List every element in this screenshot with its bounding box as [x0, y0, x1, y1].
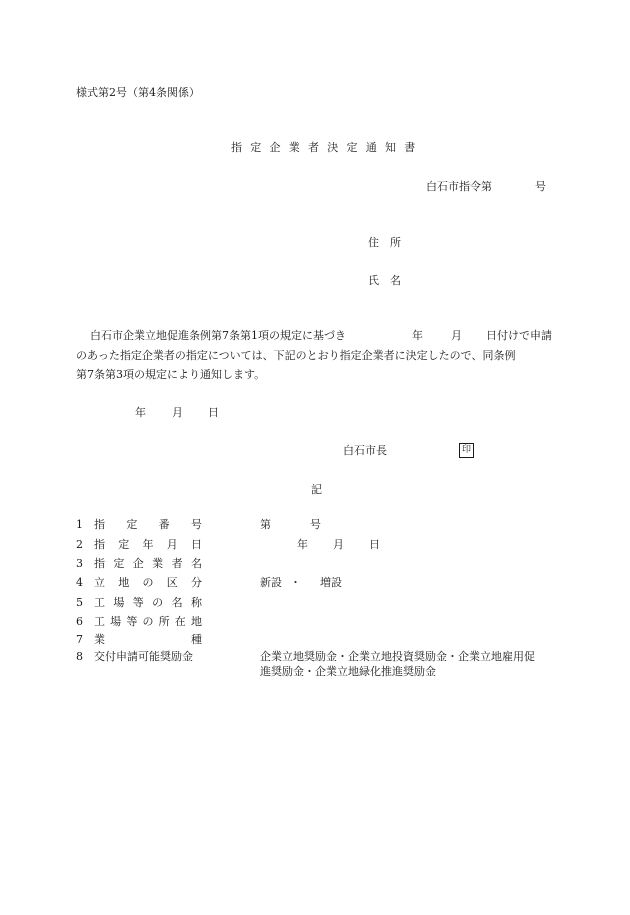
- item-label: [94, 558, 202, 572]
- item-label-char: 年: [142, 538, 154, 551]
- item-value-line: 企業立地奨励金・企業立地投資奨励金・企業立地雇用促: [260, 650, 535, 663]
- item-label-char: 立: [94, 576, 105, 589]
- item-number: 6: [76, 615, 83, 628]
- item-number: 5: [76, 596, 83, 609]
- item-number: 3: [76, 557, 83, 570]
- item-label-char: 地: [118, 576, 130, 589]
- item-label-char: 名: [171, 596, 183, 609]
- item-label-char: 指: [94, 518, 105, 531]
- item-label-char: 者: [171, 557, 183, 570]
- item-label-char: 業: [94, 633, 105, 646]
- form-number: 様式第2号（第4条関係）: [76, 86, 200, 99]
- item-label-char: 定: [126, 518, 138, 531]
- body-line-3: 第7条第3項の規定により通知します。: [76, 368, 266, 381]
- document-title: 指定企業者決定通知書: [231, 141, 424, 154]
- item-label: [94, 577, 202, 591]
- date-day: 日: [208, 406, 219, 419]
- body-line-2: のあった指定企業者の指定については、下記のとおり指定企業者に決定したので、同条例: [76, 349, 516, 362]
- item-label-char: 分: [191, 576, 202, 589]
- item-value-part: 増設: [320, 576, 342, 589]
- item-label-char: 月: [166, 538, 178, 551]
- item-label-char: 区: [166, 576, 178, 589]
- date-year: 年: [135, 406, 146, 419]
- item-number: 2: [76, 538, 83, 551]
- recipient-name-label: 氏 名: [368, 274, 401, 287]
- item-label: [94, 519, 202, 533]
- item-label: [94, 539, 202, 553]
- item-label-char: 番: [158, 518, 170, 531]
- item-label-char: 種: [191, 633, 202, 646]
- item-label: 交付申請可能奨励金: [94, 650, 193, 663]
- sender-title: 白石市長: [343, 444, 387, 457]
- body-line-1-text: 白石市企業立地促進条例第7条第1項の規定に基づき: [90, 329, 346, 342]
- item-number: 8: [76, 650, 83, 663]
- item-label-char: 称: [190, 596, 202, 609]
- item-label: [94, 616, 202, 630]
- item-value-part: 第: [260, 518, 271, 531]
- item-label: [94, 597, 202, 611]
- item-label-char: 工: [94, 615, 105, 628]
- item-label-char: 定: [113, 557, 125, 570]
- item-value-part: 号: [310, 518, 321, 531]
- item-label-char: 場: [110, 615, 122, 628]
- item-value-part: ・: [290, 576, 301, 589]
- body-line-1-year: 年: [412, 329, 423, 342]
- item-label-char: 日: [191, 538, 202, 551]
- item-label-char: 所: [158, 615, 170, 628]
- item-label-char: 工: [94, 596, 105, 609]
- date-month: 月: [172, 406, 183, 419]
- notice-number-prefix: 白石市指令第: [426, 180, 492, 193]
- item-label-char: 企: [132, 557, 144, 570]
- item-value-part: 月: [333, 538, 344, 551]
- item-value-line: 進奨励金・企業立地緑化推進奨励金: [260, 665, 436, 678]
- seal-stamp: 印: [459, 443, 474, 458]
- item-label-char: 等: [132, 596, 144, 609]
- item-value-part: 年: [297, 538, 308, 551]
- item-label-char: 業: [152, 557, 164, 570]
- item-number: 1: [76, 518, 83, 531]
- item-label-char: 指: [94, 557, 105, 570]
- item-label-char: 定: [118, 538, 130, 551]
- item-label: [94, 634, 202, 648]
- item-number: 4: [76, 576, 83, 589]
- item-label-char: 号: [190, 518, 202, 531]
- notice-number-suffix: 号: [535, 180, 546, 193]
- item-label-char: 名: [190, 557, 202, 570]
- item-label-char: の: [142, 576, 154, 589]
- item-value-part: 日: [369, 538, 380, 551]
- item-label-char: 地: [190, 615, 202, 628]
- item-label-char: の: [152, 596, 164, 609]
- item-label-char: 等: [126, 615, 138, 628]
- item-label-char: 場: [113, 596, 125, 609]
- item-label-char: の: [142, 615, 154, 628]
- body-line-1-month: 月: [451, 329, 462, 342]
- item-value-part: 新設: [260, 576, 282, 589]
- recipient-address-label: 住 所: [368, 236, 401, 249]
- item-label-char: 在: [174, 615, 186, 628]
- item-number: 7: [76, 633, 83, 646]
- item-label-char: 指: [94, 538, 105, 551]
- body-line-1-day: 日付けで申請: [486, 329, 552, 342]
- ki-heading: 記: [311, 483, 322, 496]
